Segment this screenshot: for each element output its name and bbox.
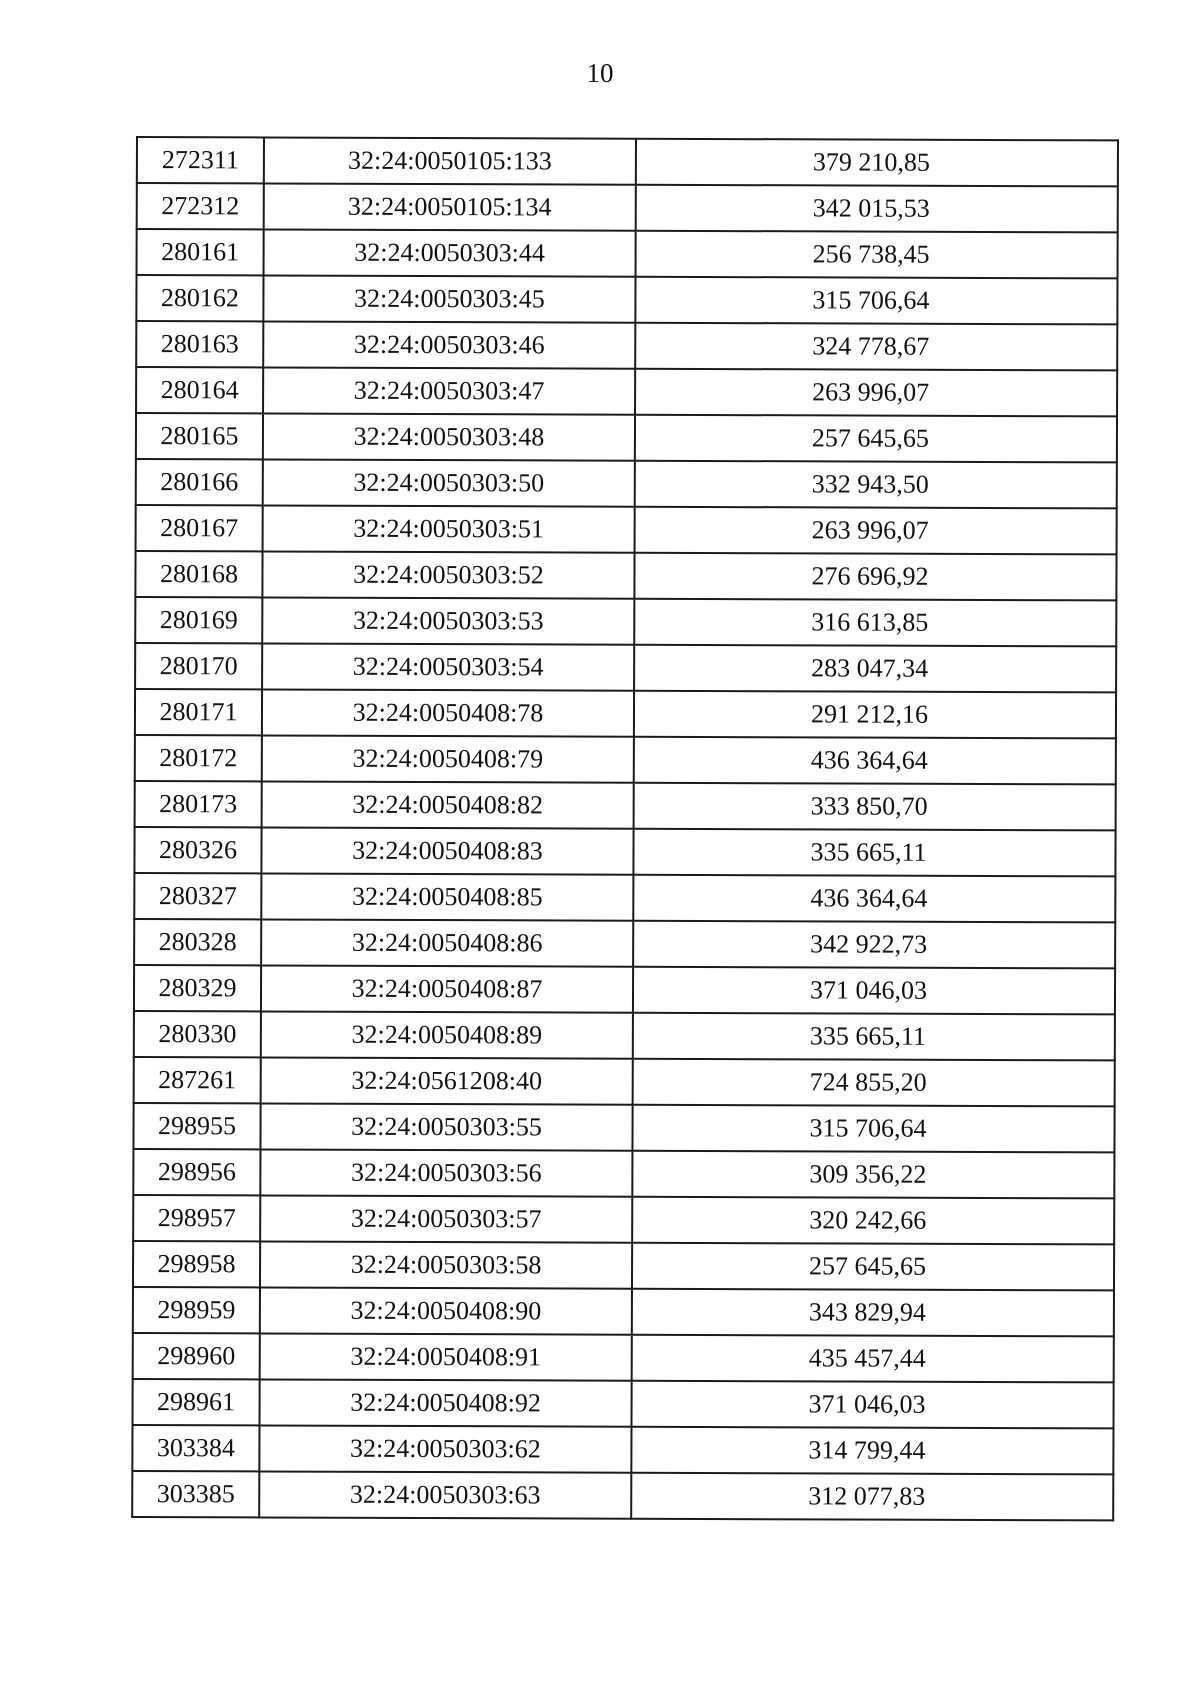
row-number-cell: 280165 [136, 413, 263, 459]
cadastral-value-cell: 435 457,44 [632, 1335, 1114, 1383]
table-row [135, 643, 1116, 692]
cadastral-value-cell: 333 850,70 [634, 783, 1116, 831]
table-row [132, 1425, 1113, 1474]
cadastral-value-table [131, 136, 1119, 1521]
cadastral-value-cell: 342 015,53 [636, 185, 1118, 233]
cadastral-value-cell: 436 364,64 [633, 875, 1115, 923]
cadastral-value-cell: 263 996,07 [635, 507, 1117, 555]
cadastral-value-cell: 256 738,45 [636, 231, 1118, 279]
table-row [135, 781, 1116, 830]
cadastral-number-cell: 32:24:0050303:57 [260, 1195, 632, 1242]
cadastral-number-cell: 32:24:0050408:78 [262, 689, 634, 736]
row-number-cell: 280162 [136, 275, 263, 321]
cadastral-value-cell: 314 799,44 [631, 1427, 1113, 1475]
table-row [137, 229, 1118, 278]
table-row [133, 1241, 1114, 1290]
cadastral-value-cell: 309 356,22 [632, 1151, 1114, 1199]
row-number-cell: 298956 [133, 1149, 260, 1195]
row-number-cell: 280326 [134, 827, 261, 873]
row-number-cell: 280327 [134, 873, 261, 919]
row-number-cell: 298961 [133, 1379, 260, 1425]
cadastral-value-cell: 379 210,85 [636, 139, 1118, 187]
row-number-cell: 280168 [135, 551, 262, 597]
table-row [137, 137, 1118, 186]
table-row [134, 827, 1115, 876]
cadastral-number-cell: 32:24:0050408:90 [260, 1287, 632, 1334]
row-number-cell: 272312 [137, 183, 264, 229]
row-number-cell: 303384 [132, 1425, 259, 1471]
cadastral-number-cell: 32:24:0050105:133 [264, 137, 636, 184]
cadastral-value-cell: 312 077,83 [631, 1473, 1113, 1521]
table-row [134, 873, 1115, 922]
table-row [137, 183, 1118, 232]
row-number-cell: 280164 [136, 367, 263, 413]
cadastral-value-cell: 257 645,65 [635, 415, 1117, 463]
cadastral-value-cell: 343 829,94 [632, 1289, 1114, 1337]
table-row [136, 505, 1117, 554]
cadastral-number-cell: 32:24:0050303:51 [263, 505, 635, 552]
table-row [136, 321, 1117, 370]
table-row [135, 735, 1116, 784]
cadastral-value-cell: 257 645,65 [632, 1243, 1114, 1291]
cadastral-value-cell: 320 242,66 [632, 1197, 1114, 1245]
table-row [136, 459, 1117, 508]
cadastral-value-cell: 724 855,20 [633, 1059, 1115, 1107]
cadastral-value-cell: 371 046,03 [631, 1381, 1113, 1429]
cadastral-value-cell: 371 046,03 [633, 967, 1115, 1015]
cadastral-number-cell: 32:24:0050303:52 [262, 551, 634, 598]
row-number-cell: 280170 [135, 643, 262, 689]
row-number-cell: 280330 [134, 1011, 261, 1057]
cadastral-value-cell: 342 922,73 [633, 921, 1115, 969]
row-number-cell: 298957 [133, 1195, 260, 1241]
cadastral-number-cell: 32:24:0050303:56 [260, 1149, 632, 1196]
row-number-cell: 280172 [135, 735, 262, 781]
row-number-cell: 287261 [134, 1057, 261, 1103]
cadastral-value-cell: 263 996,07 [635, 369, 1117, 417]
row-number-cell: 298959 [133, 1287, 260, 1333]
table-row [134, 919, 1115, 968]
cadastral-value-cell: 335 665,11 [633, 1013, 1115, 1061]
cadastral-number-cell: 32:24:0050303:58 [260, 1241, 632, 1288]
cadastral-number-cell: 32:24:0050408:85 [261, 873, 633, 920]
row-number-cell: 280161 [137, 229, 264, 275]
cadastral-number-cell: 32:24:0050303:55 [260, 1103, 632, 1150]
cadastral-number-cell: 32:24:0050303:44 [264, 229, 636, 276]
cadastral-number-cell: 32:24:0050105:134 [264, 183, 636, 230]
cadastral-value-cell: 283 047,34 [634, 645, 1116, 693]
table-row [134, 1011, 1115, 1060]
cadastral-number-cell: 32:24:0050303:62 [259, 1425, 631, 1472]
table-row [135, 597, 1116, 646]
table-row [132, 1471, 1113, 1520]
cadastral-value-cell: 324 778,67 [635, 323, 1117, 371]
cadastral-value-cell: 332 943,50 [635, 461, 1117, 509]
cadastral-number-cell: 32:24:0050408:82 [262, 781, 634, 828]
cadastral-value-cell: 291 212,16 [634, 691, 1116, 739]
cadastral-value-cell: 335 665,11 [633, 829, 1115, 877]
cadastral-number-cell: 32:24:0050408:79 [262, 735, 634, 782]
cadastral-number-cell: 32:24:0050303:46 [263, 321, 635, 368]
row-number-cell: 298955 [133, 1103, 260, 1149]
table-body [132, 137, 1118, 1520]
table-row [133, 1287, 1114, 1336]
table-row [134, 965, 1115, 1014]
table-row [133, 1195, 1114, 1244]
cadastral-value-cell: 436 364,64 [634, 737, 1116, 785]
row-number-cell: 280329 [134, 965, 261, 1011]
row-number-cell: 298958 [133, 1241, 260, 1287]
table-row [133, 1149, 1114, 1198]
cadastral-value-cell: 276 696,92 [634, 553, 1116, 601]
cadastral-number-cell: 32:24:0050303:63 [259, 1471, 631, 1518]
table-row [135, 689, 1116, 738]
cadastral-number-cell: 32:24:0050408:87 [261, 965, 633, 1012]
cadastral-number-cell: 32:24:0050408:89 [261, 1011, 633, 1058]
cadastral-number-cell: 32:24:0561208:40 [261, 1057, 633, 1104]
row-number-cell: 280163 [136, 321, 263, 367]
cadastral-number-cell: 32:24:0050303:45 [263, 275, 635, 322]
row-number-cell: 280166 [136, 459, 263, 505]
row-number-cell: 280171 [135, 689, 262, 735]
row-number-cell: 280167 [136, 505, 263, 551]
table-row [133, 1379, 1114, 1428]
page-number: 10 [586, 58, 614, 88]
row-number-cell: 280328 [134, 919, 261, 965]
row-number-cell: 280169 [135, 597, 262, 643]
table-row [136, 275, 1117, 324]
row-number-cell: 280173 [135, 781, 262, 827]
table-row [136, 367, 1117, 416]
cadastral-number-cell: 32:24:0050303:50 [263, 459, 635, 506]
table-row [136, 413, 1117, 462]
cadastral-number-cell: 32:24:0050408:83 [261, 827, 633, 874]
cadastral-number-cell: 32:24:0050303:47 [263, 367, 635, 414]
cadastral-number-cell: 32:24:0050303:48 [263, 413, 635, 460]
cadastral-value-cell: 315 706,64 [632, 1105, 1114, 1153]
table-row [133, 1103, 1114, 1152]
table-row [134, 1057, 1115, 1106]
row-number-cell: 298960 [133, 1333, 260, 1379]
row-number-cell: 303385 [132, 1471, 259, 1517]
row-number-cell: 272311 [137, 137, 264, 183]
cadastral-number-cell: 32:24:0050408:86 [261, 919, 633, 966]
table-row [133, 1333, 1114, 1382]
cadastral-number-cell: 32:24:0050303:53 [262, 597, 634, 644]
cadastral-number-cell: 32:24:0050408:92 [259, 1379, 631, 1426]
cadastral-value-cell: 315 706,64 [635, 277, 1117, 325]
cadastral-number-cell: 32:24:0050303:54 [262, 643, 634, 690]
table-row [135, 551, 1116, 600]
cadastral-value-cell: 316 613,85 [634, 599, 1116, 647]
cadastral-number-cell: 32:24:0050408:91 [260, 1333, 632, 1380]
